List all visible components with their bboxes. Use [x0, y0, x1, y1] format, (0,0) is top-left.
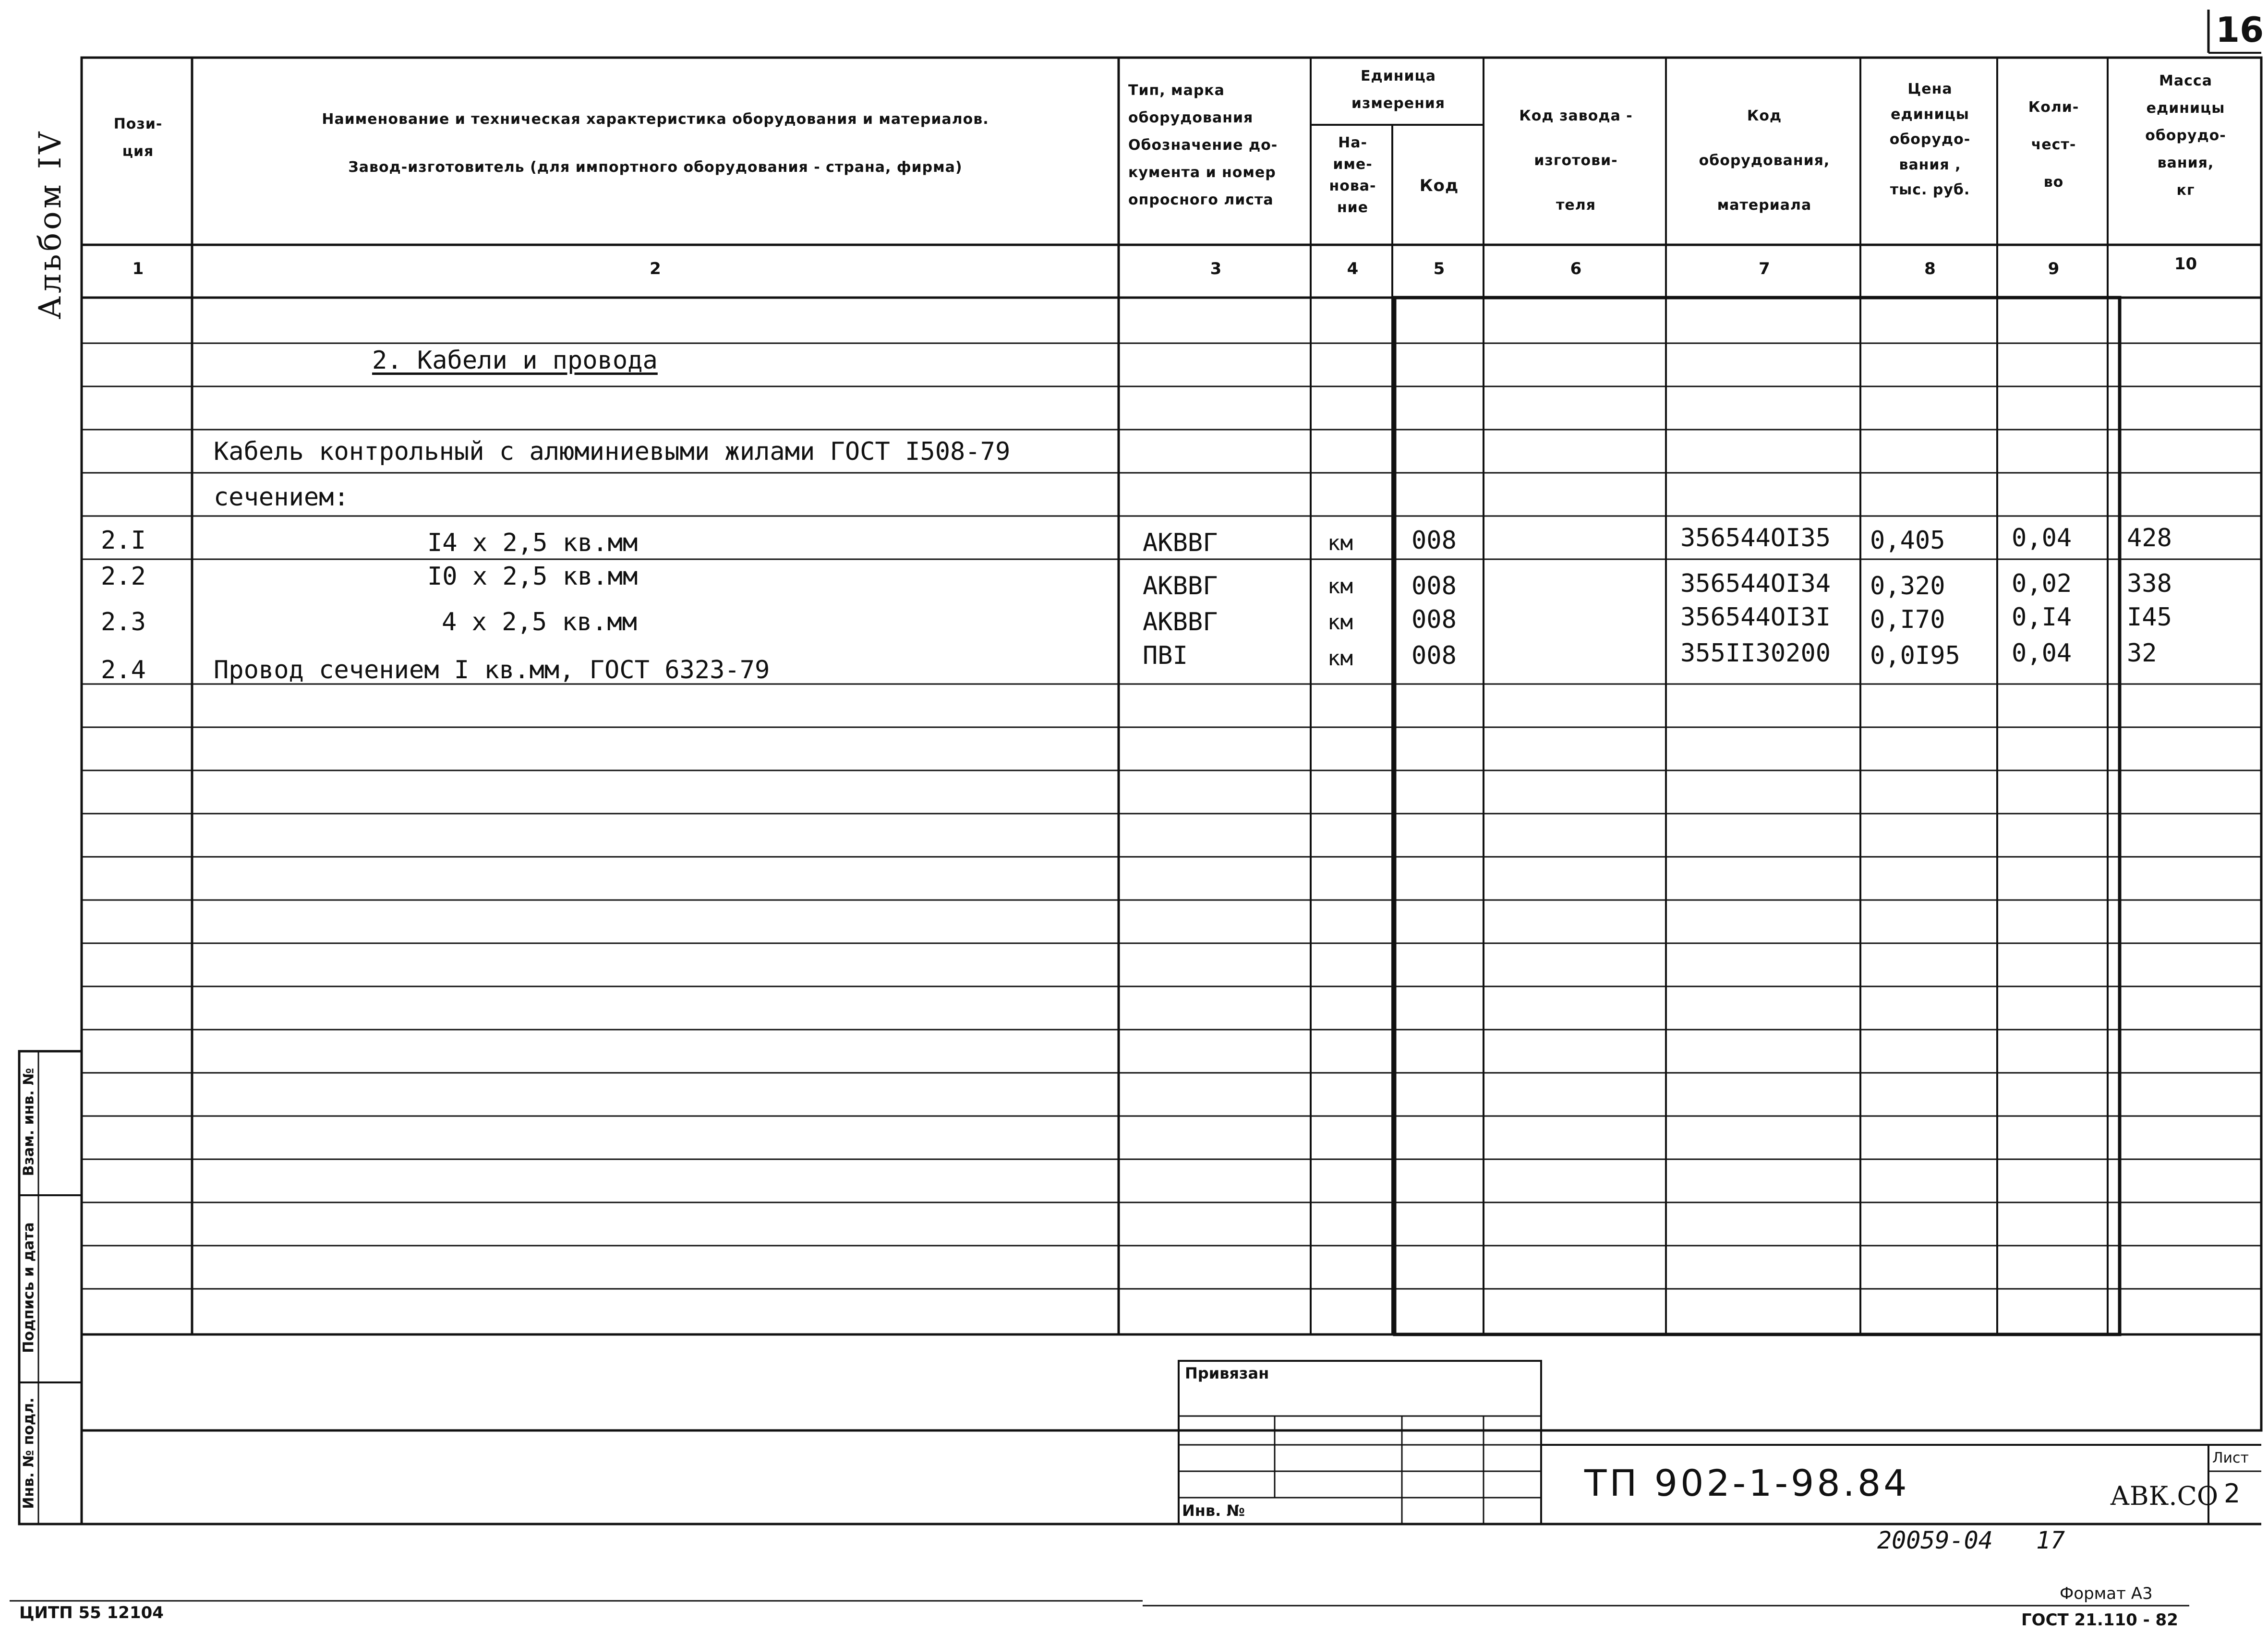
header-unit-group: Единица измерения — [1351, 68, 1446, 112]
row-2-pos: 2.2 — [101, 562, 146, 591]
title-sheet-label: Лист — [2212, 1450, 2249, 1466]
title-sheet-number: 2 — [2224, 1478, 2241, 1509]
row-3-mass: I45 — [2127, 603, 2172, 632]
header-col8: Цена единицы оборудо- вания , тыс. руб. — [1889, 81, 1971, 198]
stamp-vzam-inv: Взам. инв. № — [20, 1068, 37, 1177]
row-3-qty: 0,I4 — [2012, 603, 2072, 632]
row-1-code: 008 — [1411, 526, 1457, 555]
row-4-name: Провод сечением I кв.мм, ГОСТ 6323-79 — [214, 656, 770, 684]
title-privyazan: Привязан — [1185, 1364, 1269, 1382]
album-label: Альбом IV — [33, 129, 68, 320]
row-2-code: 008 — [1411, 572, 1457, 600]
row-2-type: АКВВГ — [1143, 572, 1218, 600]
row-2-qty: 0,02 — [2012, 569, 2072, 598]
row-1-pos: 2.I — [101, 526, 146, 555]
stamp-inv-podl: Инв. № подл. — [20, 1397, 37, 1509]
footer-gost: ГОСТ 21.110 - 82 — [2021, 1610, 2178, 1630]
row-4-type: ПВI — [1143, 641, 1188, 670]
row-3-price: 0,I70 — [1870, 605, 1945, 634]
colnum-1: 1 — [132, 259, 144, 278]
colnum-8: 8 — [1924, 259, 1936, 278]
row-1-type: АКВВГ — [1143, 528, 1218, 557]
row-3-unit: км — [1327, 610, 1353, 635]
colnum-4: 4 — [1347, 259, 1359, 278]
row-3-code: 008 — [1411, 605, 1457, 634]
row-4-unit: км — [1327, 646, 1353, 671]
row-4-mass: 32 — [2127, 639, 2157, 668]
header-col5: Код — [1419, 176, 1459, 195]
row-2-price: 0,320 — [1870, 572, 1945, 600]
header-col10: Масса единицы оборудо- вания, кг — [2145, 72, 2226, 199]
header-col2-line1: Наименование и техническая характеристика оборудования и материалов. — [322, 111, 989, 128]
intro-line-1: Кабель контрольный с алюминиевыми жилами ГОСТ I508-79 — [214, 437, 1011, 466]
row-4-equip-code: 355II30200 — [1680, 639, 1831, 668]
header-col3: Тип, марка оборудования Обозначение до- кумента и номер опросного листа — [1128, 82, 1278, 208]
row-4-code: 008 — [1411, 641, 1457, 670]
row-3-type: АКВВГ — [1143, 608, 1218, 636]
colnum-7: 7 — [1759, 259, 1770, 278]
title-inv-no: Инв. № — [1182, 1501, 1245, 1520]
footer-citp: ЦИТП 55 12104 — [19, 1603, 164, 1622]
colnum-9: 9 — [2048, 259, 2060, 278]
row-1-name: I4 x 2,5 кв.мм — [427, 528, 638, 557]
colnum-2: 2 — [650, 259, 661, 278]
header-col2-line2: Завод-изготовитель (для импортного оборудования - страна, фирма) — [348, 159, 963, 176]
header-col4: На- име- нова- ние — [1329, 134, 1376, 216]
row-3-equip-code: 356544OI3I — [1680, 603, 1831, 632]
footer-format: Формат А3 — [2060, 1584, 2153, 1603]
row-4-qty: 0,04 — [2012, 639, 2072, 668]
row-1-price: 0,405 — [1870, 526, 1945, 555]
row-2-unit: км — [1327, 574, 1353, 599]
row-3-name: 4 x 2,5 кв.мм — [442, 608, 637, 636]
stamp-podpis-data: Подпись и дата — [20, 1222, 37, 1353]
section-title: 2. Кабели и провода — [372, 346, 658, 375]
colnum-6: 6 — [1570, 259, 1582, 278]
header-col6: Код завода - изготови- теля — [1519, 108, 1633, 214]
row-1-equip-code: 356544OI35 — [1680, 524, 1831, 552]
row-4-pos: 2.4 — [101, 656, 146, 684]
row-4-price: 0,0I95 — [1870, 641, 1960, 670]
row-2-mass: 338 — [2127, 569, 2172, 598]
header-col1: Пози- ция — [113, 116, 163, 160]
header-col7: Код оборудования, материала — [1699, 108, 1830, 214]
row-1-qty: 0,04 — [2012, 524, 2072, 552]
row-2-equip-code: 356544OI34 — [1680, 569, 1831, 598]
row-2-name: I0 x 2,5 кв.мм — [427, 562, 638, 591]
colnum-5: 5 — [1433, 259, 1445, 278]
row-1-unit: км — [1327, 531, 1353, 555]
colnum-10: 10 — [2174, 254, 2197, 274]
colnum-3: 3 — [1210, 259, 1222, 278]
header-col9: Коли- чест- во — [2028, 99, 2079, 191]
row-1-mass: 428 — [2127, 524, 2172, 552]
handwritten-note: 20059-04 17 — [1877, 1526, 2065, 1554]
page-number: 16 — [2216, 10, 2264, 50]
intro-line-2: сечением: — [214, 483, 349, 512]
row-3-pos: 2.3 — [101, 608, 146, 636]
title-album-code: АВК.СО — [2110, 1481, 2219, 1511]
title-doc-code: ТП 902-1-98.84 — [1584, 1462, 1910, 1504]
